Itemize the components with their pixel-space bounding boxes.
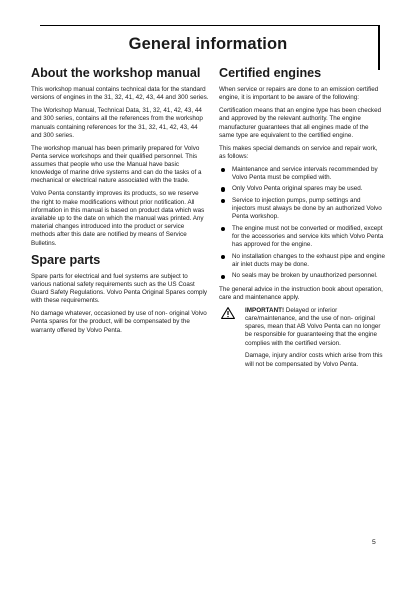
certified-paragraph: Certification means that an engine type has been checked and approved by the relevant authority. The engine manufacturer guarantees that all engines made of the same type are equivalent to the certified engine.: [219, 107, 382, 139]
spare-parts-heading: Spare parts: [31, 252, 101, 267]
important-notice: [219, 307, 385, 369]
list-item-text: Service to injection pumps, pump settings and injectors must always be done by an authorized Volvo Penta workshop.: [232, 196, 382, 221]
about-paragraph: The Workshop Manual, Technical Data, 31, 32, 41, 42, 43, 44 and 300 series, contains all the references from the workshop manuals containing references for the 31, 32, 41, 42, 43, 44 and 300 series.: [31, 107, 203, 139]
bullet-icon: [221, 168, 225, 172]
list-item-text: No seals may be broken by unauthorized personnel.: [232, 272, 378, 280]
list-item: [219, 197, 385, 222]
list-item: [219, 272, 385, 280]
spare-parts-paragraph: No damage whatever, occasioned by use of non- original Volvo Penta spares for the product, will be compensated by the warranty offered by Volvo Penta.: [31, 310, 207, 334]
bullet-icon: [221, 187, 225, 191]
certified-paragraph: This makes special demands on service and repair work, as follows:: [219, 144, 378, 160]
spare-parts-paragraph: Spare parts for electrical and fuel systems are subject to various national safety requirements such as the US Coast Guard Safety Regulations. Volvo Penta Original Spares comply with these requirements.: [31, 272, 208, 305]
left-column: [31, 66, 209, 340]
page-title: General information: [128, 35, 288, 53]
bullet-icon: [221, 255, 225, 259]
important-text: [245, 307, 385, 348]
list-item-text: The engine must not be converted or modified, except for the accessories and service kits which Volvo Penta has approved for the engine.: [232, 224, 384, 249]
requirements-list: [219, 166, 385, 281]
right-column: [219, 66, 385, 374]
list-item: [219, 166, 385, 182]
list-item-text: Maintenance and service intervals recommended by Volvo Penta must be complied with.: [232, 165, 378, 181]
bullet-icon: [221, 199, 225, 203]
important-body: Delayed or inferior care/maintenance, and the use of non- original spares, mean that AB Volvo Penta can no longer be responsible for guaranteeing that the engine complies with the certified version.: [245, 306, 381, 347]
bullet-icon: [221, 227, 225, 231]
list-item: [219, 185, 385, 193]
about-paragraph: Volvo Penta constantly improves its products, so we reserve the right to make modifications without prior notification. All information in this manual is based on product data which was available up to the date on which the manual was printed. Any material changes introduced into the product or service methods after this date are notified by means of Service Bulletins.: [31, 190, 205, 247]
warning-triangle-icon: [221, 307, 235, 319]
important-label: IMPORTANT!: [245, 306, 285, 314]
about-heading: About the workshop manual: [31, 66, 201, 80]
important-followup: Damage, injury and/or costs which arise from this will not be compensated by Volvo Penta.: [245, 352, 383, 368]
closing-paragraph: The general advice in the instruction book about operation, care and maintenance apply.: [219, 285, 383, 301]
about-paragraph: The workshop manual has been primarily prepared for Volvo Penta service workshops and their qualified personnel. This assumes that people who use the Manual have basic knowledge of marine drive systems and can do the tasks of a mechanical or electrical nature associated with the trade.: [31, 144, 202, 185]
bullet-icon: [221, 275, 225, 279]
title-rule: [40, 25, 379, 26]
about-paragraph: This workshop manual contains technical data for the standard versions of engines in the 31, 32, 41, 42, 43, 44 and 300 series.: [31, 86, 209, 102]
page-number: 5: [372, 539, 376, 546]
list-item-text: Only Volvo Penta original spares may be used.: [232, 185, 363, 193]
list-item: [219, 253, 385, 269]
list-item-text: No installation changes to the exhaust pipe and engine air inlet ducts may be done.: [232, 252, 385, 268]
certified-paragraph: When service or repairs are done to an emission certified engine, it is important to be aware of the following:: [219, 86, 379, 102]
list-item: [219, 225, 385, 250]
certified-engines-heading: Certified engines: [219, 66, 322, 80]
